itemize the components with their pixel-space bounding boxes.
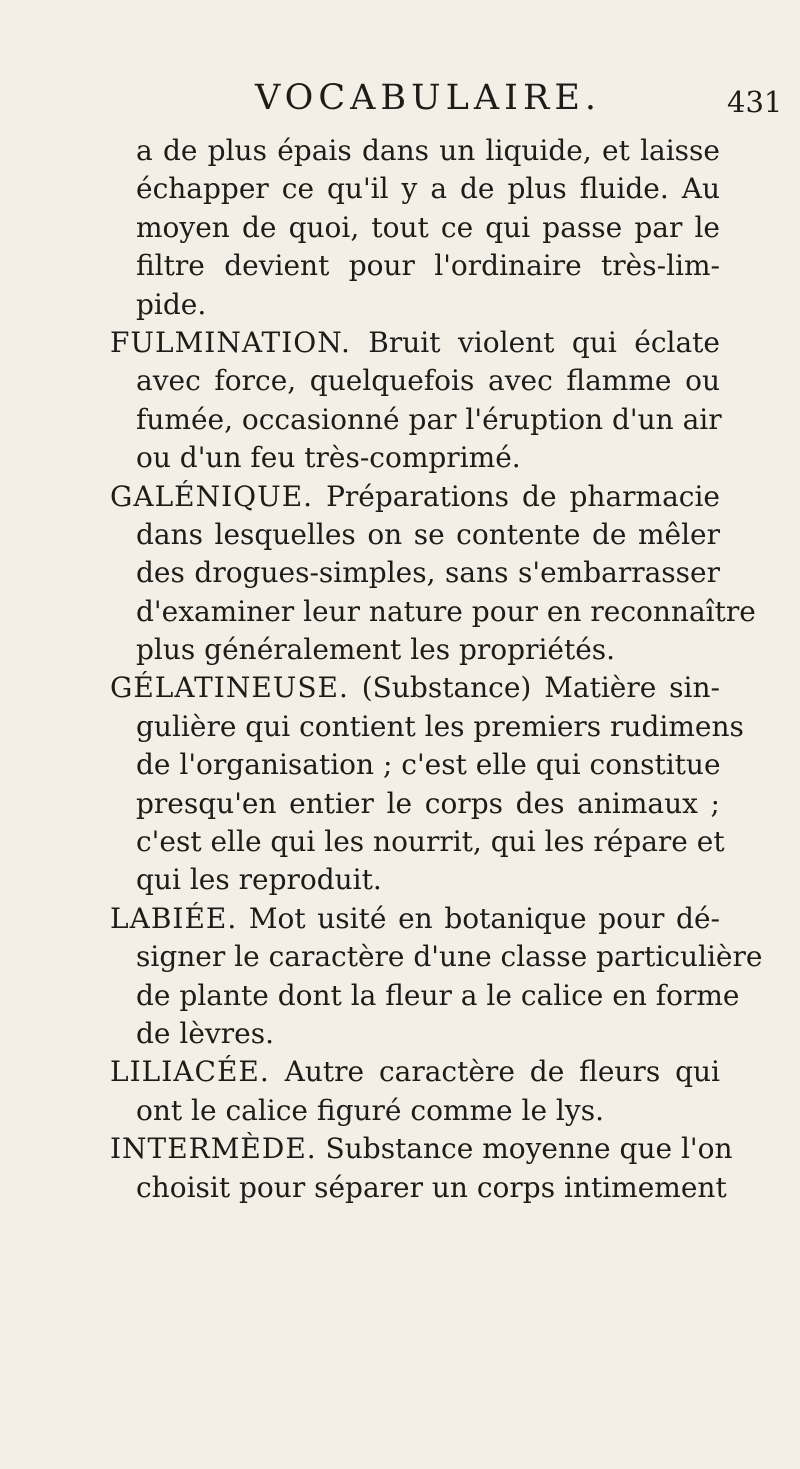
line-text: filtre devient pour l'ordinaire très-lim- bbox=[136, 249, 720, 283]
text-line bbox=[110, 593, 756, 631]
text-line bbox=[110, 554, 720, 592]
entry-heading-line bbox=[110, 478, 720, 516]
text-line bbox=[110, 209, 720, 247]
line-text: Bruit violent qui éclate bbox=[350, 325, 720, 359]
text-line bbox=[110, 1015, 720, 1053]
text-line bbox=[110, 1169, 727, 1207]
line-text: d'examiner leur nature pour en reconnaître bbox=[136, 594, 756, 628]
line-text: Substance moyenne que l'on bbox=[316, 1132, 733, 1166]
text-line bbox=[110, 631, 720, 669]
text-line bbox=[110, 439, 720, 477]
text-line bbox=[110, 286, 720, 324]
text-line bbox=[110, 247, 720, 285]
text-line bbox=[110, 785, 720, 823]
line-text: c'est elle qui les nourrit, qui les répare et bbox=[136, 825, 725, 859]
entry-heading-line bbox=[110, 900, 720, 938]
text-line bbox=[110, 362, 720, 400]
line-text: choisit pour séparer un corps intimement bbox=[136, 1170, 727, 1204]
text-line bbox=[110, 516, 720, 554]
text-line bbox=[110, 977, 740, 1015]
line-text: avec force, quelquefois avec flamme ou bbox=[136, 364, 720, 398]
text-line bbox=[110, 861, 720, 899]
text-line bbox=[110, 823, 725, 861]
entry-heading-line bbox=[110, 324, 720, 362]
entry-heading-line bbox=[110, 669, 720, 707]
line-text: dans lesquelles on se contente de mêler bbox=[136, 517, 720, 551]
line-text: signer le caractère d'une classe particulière bbox=[136, 940, 763, 974]
line-text: plus généralement les propriétés. bbox=[136, 633, 616, 667]
line-text: échapper ce qu'il y a de plus fluide. Au bbox=[136, 172, 720, 206]
line-text: de l'organisation ; c'est elle qui constitue bbox=[136, 748, 721, 782]
line-text: presqu'en entier le corps des animaux ; bbox=[136, 786, 720, 820]
text-line bbox=[110, 746, 720, 784]
line-text: ont le calice figuré comme le lys. bbox=[136, 1093, 604, 1127]
entry-term: FULMINATION. bbox=[110, 325, 351, 359]
entry-term: GÉLATINEUSE. bbox=[110, 671, 349, 705]
line-text: moyen de quoi, tout ce qui passe par le bbox=[136, 210, 720, 244]
text-line bbox=[110, 170, 720, 208]
line-text: Préparations de pharmacie bbox=[313, 479, 720, 513]
line-text: ou d'un feu très-comprimé. bbox=[136, 441, 521, 475]
entry-heading-line bbox=[110, 1053, 720, 1091]
line-text: fumée, occasionné par l'éruption d'un air bbox=[136, 402, 722, 436]
text-line bbox=[110, 938, 763, 976]
line-text: gulière qui contient les premiers rudimens bbox=[136, 709, 744, 743]
entry-heading-line bbox=[110, 1130, 733, 1168]
line-text: Mot usité en botanique pour dé- bbox=[237, 901, 720, 935]
entry-term: INTERMÈDE. bbox=[110, 1132, 317, 1166]
text-line bbox=[110, 1092, 720, 1130]
line-text: de lèvres. bbox=[136, 1016, 274, 1050]
line-text: a de plus épais dans un liquide, et laisse bbox=[136, 134, 720, 167]
line-text: Autre caractère de fleurs qui bbox=[269, 1055, 720, 1089]
entry-term: LILIACÉE. bbox=[110, 1055, 270, 1089]
page-header bbox=[0, 78, 800, 118]
running-title: VOCABULAIRE. bbox=[255, 78, 601, 118]
line-text: des drogues-simples, sans s'embarrasser bbox=[136, 556, 720, 590]
text-line bbox=[110, 401, 720, 439]
text-line bbox=[110, 132, 720, 170]
line-text: pide. bbox=[136, 287, 207, 321]
page-number: 431 bbox=[727, 85, 783, 119]
line-text: (Substance) Matière sin- bbox=[348, 671, 720, 705]
entry-term: GALÉNIQUE. bbox=[110, 479, 314, 513]
text-line bbox=[110, 708, 744, 746]
line-text: qui les reproduit. bbox=[136, 863, 382, 897]
body-text bbox=[110, 132, 763, 1207]
line-text: de plante dont la fleur a le calice en forme bbox=[136, 978, 740, 1012]
entry-term: LABIÉE. bbox=[110, 901, 238, 935]
